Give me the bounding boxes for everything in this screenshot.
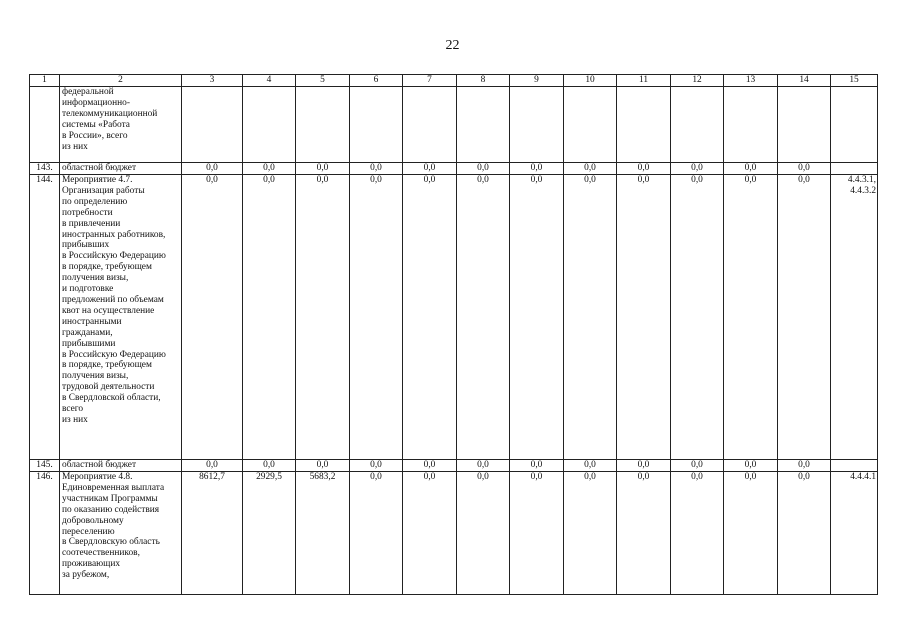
value-cell: 0,0 (350, 460, 403, 472)
column-number: 7 (403, 75, 457, 87)
value-cell: 0,0 (457, 163, 510, 175)
column-number: 3 (182, 75, 243, 87)
value-cell: 0,0 (564, 175, 617, 460)
value-cell: 0,0 (617, 472, 671, 595)
column-number: 4 (243, 75, 296, 87)
value-cell (350, 87, 403, 163)
value-cell: 0,0 (724, 175, 778, 460)
program-table (29, 74, 878, 595)
column-number: 12 (671, 75, 724, 87)
value-cell: 0,0 (724, 163, 778, 175)
value-cell: 0,0 (510, 175, 564, 460)
row-number: 143. (30, 163, 60, 175)
value-cell: 0,0 (457, 175, 510, 460)
value-cell: 0,0 (510, 163, 564, 175)
table-row (30, 460, 878, 472)
value-cell (182, 87, 243, 163)
value-cell: 0,0 (671, 460, 724, 472)
row-number (30, 87, 60, 163)
value-cell: 0,0 (778, 163, 831, 175)
value-cell: 0,0 (350, 163, 403, 175)
column-number: 15 (831, 75, 878, 87)
column-number-row (30, 75, 878, 87)
value-cell: 0,0 (403, 472, 457, 595)
column-number: 2 (60, 75, 182, 87)
target-reference: 4.4.4.1 (831, 472, 878, 595)
table-row (30, 87, 878, 163)
value-cell: 0,0 (671, 163, 724, 175)
value-cell: 0,0 (617, 163, 671, 175)
value-cell (296, 87, 350, 163)
column-number: 5 (296, 75, 350, 87)
table-row (30, 163, 878, 175)
value-cell (457, 87, 510, 163)
value-cell (510, 87, 564, 163)
table-row (30, 175, 878, 460)
value-cell: 0,0 (243, 163, 296, 175)
value-cell: 0,0 (671, 175, 724, 460)
column-number: 6 (350, 75, 403, 87)
value-cell: 0,0 (617, 175, 671, 460)
value-cell: 0,0 (564, 472, 617, 595)
value-cell: 5683,2 (296, 472, 350, 595)
value-cell (724, 87, 778, 163)
value-cell: 0,0 (457, 460, 510, 472)
row-description: областной бюджет (60, 460, 182, 472)
value-cell: 0,0 (403, 163, 457, 175)
value-cell: 2929,5 (243, 472, 296, 595)
value-cell (671, 87, 724, 163)
value-cell: 0,0 (778, 460, 831, 472)
row-description: Мероприятие 4.7. Организация работы по определению потребности в привлечении иностранных работников, прибывших в Российскую Федерацию в порядке, требующем получения визы, и подготовке предложений по объемам квот на осуществление иностранными гражданами, прибывшими в Российскую Федерацию в порядке, требующем получения визы, трудовой деятельности в Свердловской области, всего из них (60, 175, 182, 460)
value-cell: 0,0 (182, 163, 243, 175)
value-cell: 0,0 (724, 460, 778, 472)
target-reference (831, 163, 878, 175)
value-cell: 0,0 (350, 472, 403, 595)
value-cell: 0,0 (724, 472, 778, 595)
value-cell: 0,0 (296, 175, 350, 460)
value-cell: 0,0 (403, 175, 457, 460)
column-number: 1 (30, 75, 60, 87)
value-cell: 0,0 (617, 460, 671, 472)
target-reference (831, 87, 878, 163)
column-number: 13 (724, 75, 778, 87)
value-cell: 0,0 (350, 175, 403, 460)
value-cell: 0,0 (243, 460, 296, 472)
row-number: 145. (30, 460, 60, 472)
value-cell: 0,0 (778, 175, 831, 460)
value-cell (243, 87, 296, 163)
value-cell (403, 87, 457, 163)
column-number: 14 (778, 75, 831, 87)
column-number: 11 (617, 75, 671, 87)
target-reference (831, 460, 878, 472)
value-cell (617, 87, 671, 163)
row-description: федеральной информационно- телекоммуникационной системы «Работа в России», всего из них (60, 87, 182, 163)
value-cell: 0,0 (510, 472, 564, 595)
value-cell: 0,0 (564, 163, 617, 175)
value-cell: 0,0 (778, 472, 831, 595)
target-reference: 4.4.3.1, 4.4.3.2 (831, 175, 878, 460)
value-cell: 0,0 (296, 460, 350, 472)
value-cell: 0,0 (182, 460, 243, 472)
column-number: 9 (510, 75, 564, 87)
value-cell: 0,0 (243, 175, 296, 460)
row-number: 144. (30, 175, 60, 460)
column-number: 8 (457, 75, 510, 87)
value-cell (564, 87, 617, 163)
value-cell (778, 87, 831, 163)
value-cell: 0,0 (296, 163, 350, 175)
value-cell: 0,0 (182, 175, 243, 460)
row-number: 146. (30, 472, 60, 595)
value-cell: 0,0 (457, 472, 510, 595)
value-cell: 0,0 (564, 460, 617, 472)
table-row (30, 472, 878, 595)
row-description: Мероприятие 4.8. Единовременная выплата участникам Программы по оказанию содействия добровольному переселению в Свердловскую область соотечественников, проживающих за рубежом, (60, 472, 182, 595)
page-number: 22 (445, 38, 460, 53)
value-cell: 0,0 (671, 472, 724, 595)
value-cell: 8612,7 (182, 472, 243, 595)
column-number: 10 (564, 75, 617, 87)
row-description: областной бюджет (60, 163, 182, 175)
value-cell: 0,0 (510, 460, 564, 472)
value-cell: 0,0 (403, 460, 457, 472)
